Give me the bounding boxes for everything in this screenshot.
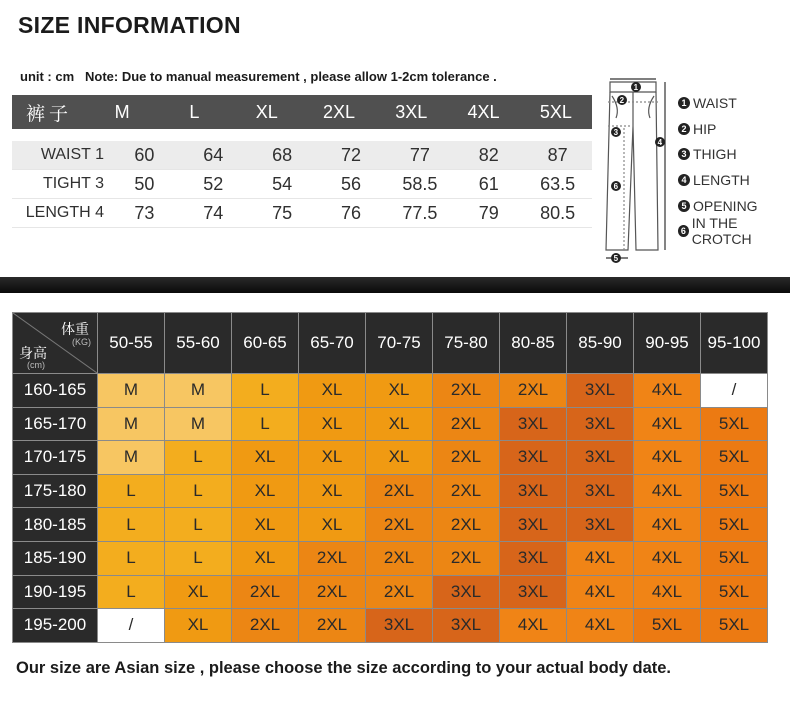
measurement-value: 58.5 [402, 173, 438, 194]
measurement-value: 56 [340, 173, 362, 194]
size-cell: 2XL [232, 575, 299, 609]
weight-header-cell: 80-85 [500, 313, 567, 374]
size-cell: M [165, 407, 232, 441]
measurement-value: 64 [203, 144, 224, 165]
grid-row [13, 541, 768, 575]
size-cell: 2XL [232, 609, 299, 643]
measurement-header-label: 裤子 [25, 103, 72, 125]
size-cell: 4XL [500, 609, 567, 643]
size-cell: L [165, 541, 232, 575]
footer-note: Our size are Asian size , please choose the size according to your actual body date. [16, 659, 672, 677]
weight-header-cell: 75-80 [433, 313, 500, 374]
grid-header-row [13, 313, 768, 374]
weight-header-cell: 95-100 [701, 313, 768, 374]
size-cell: 3XL [500, 407, 567, 441]
size-cell: 2XL [433, 441, 500, 475]
size-cell: L [232, 407, 299, 441]
weight-header-cell: 65-70 [299, 313, 366, 374]
size-cell: 5XL [701, 474, 768, 508]
legend-number-icon: 2 [678, 123, 690, 135]
measurement-row [12, 141, 592, 170]
measurement-row-label: LENGTH 4 [25, 204, 104, 221]
measurement-table [12, 95, 592, 228]
size-cell: 2XL [366, 508, 433, 542]
legend-item [678, 215, 790, 248]
size-cell: 2XL [433, 474, 500, 508]
pants-diagram-icon [598, 78, 676, 268]
size-cell: 2XL [500, 374, 567, 408]
legend-item [678, 90, 790, 116]
measurement-value: 60 [134, 144, 155, 165]
size-cell: XL [299, 407, 366, 441]
svg-text:1: 1 [633, 83, 639, 92]
legend-label: OPENING [693, 197, 758, 214]
size-cell: 4XL [634, 541, 701, 575]
size-cell: XL [232, 541, 299, 575]
measurement-value: 80.5 [540, 202, 576, 223]
size-cell: / [98, 609, 165, 643]
legend-item [678, 116, 790, 142]
size-cell: 5XL [701, 541, 768, 575]
measurement-value: 76 [340, 202, 362, 223]
size-cell: 4XL [634, 474, 701, 508]
page-title: SIZE INFORMATION [18, 12, 241, 38]
measurement-value: 77.5 [402, 202, 438, 223]
size-cell: 3XL [567, 508, 634, 542]
size-cell: XL [299, 474, 366, 508]
measurement-note: unit : cm Note: Due to manual measurement , please allow 1-2cm tolerance . [20, 69, 497, 84]
size-cell: 4XL [634, 441, 701, 475]
svg-text:5: 5 [613, 254, 619, 263]
size-cell: 2XL [299, 541, 366, 575]
size-cell: XL [299, 508, 366, 542]
height-header-cell: 160-165 [13, 374, 98, 408]
weight-header-cell: 85-90 [567, 313, 634, 374]
legend-label: WAIST [693, 94, 737, 111]
size-cell: 2XL [433, 374, 500, 408]
size-cell: 4XL [567, 541, 634, 575]
size-cell: XL [366, 441, 433, 475]
size-cell: 2XL [366, 541, 433, 575]
height-unit: (cm) [27, 360, 45, 370]
size-chart-grid [12, 312, 768, 643]
size-cell: XL [366, 374, 433, 408]
legend-item [678, 141, 790, 167]
weight-unit: (KG) [72, 337, 91, 347]
size-cell: 3XL [500, 541, 567, 575]
size-cell: 2XL [366, 474, 433, 508]
size-cell: 3XL [500, 508, 567, 542]
measurement-size-header: M [114, 101, 130, 122]
grid-row [13, 575, 768, 609]
legend-label: IN THE CROTCH [691, 215, 752, 248]
size-cell: XL [232, 474, 299, 508]
grid-corner-cell [13, 313, 98, 374]
size-cell: 2XL [299, 575, 366, 609]
measurement-value: 72 [340, 144, 362, 165]
grid-row [13, 474, 768, 508]
size-cell: M [98, 441, 165, 475]
svg-text:2: 2 [619, 96, 625, 105]
grid-row [13, 374, 768, 408]
diagram-legend [678, 90, 790, 248]
size-cell: L [98, 474, 165, 508]
grid-row [13, 508, 768, 542]
size-cell: 3XL [433, 609, 500, 643]
measurement-value: 68 [272, 144, 293, 165]
measurement-value: 52 [203, 173, 224, 194]
size-cell: M [98, 374, 165, 408]
grid-row [13, 407, 768, 441]
size-cell: 4XL [634, 575, 701, 609]
size-cell: L [165, 508, 232, 542]
size-cell: L [98, 575, 165, 609]
size-cell: 3XL [567, 374, 634, 408]
size-cell: 4XL [634, 374, 701, 408]
size-cell: L [98, 541, 165, 575]
measurement-header-row [12, 95, 592, 129]
legend-number-icon: 4 [678, 174, 690, 186]
size-cell: M [165, 374, 232, 408]
measurement-value: 82 [478, 144, 499, 165]
size-cell: 4XL [634, 407, 701, 441]
measurement-size-header: 5XL [539, 101, 572, 122]
legend-label: THIGH [693, 146, 737, 163]
weight-header-cell: 70-75 [366, 313, 433, 374]
legend-label: LENGTH [693, 171, 750, 188]
size-cell: XL [165, 609, 232, 643]
legend-number-icon: 3 [678, 148, 690, 160]
measurement-row [12, 199, 592, 228]
measurement-size-header: L [189, 101, 200, 122]
measurement-value: 79 [478, 202, 499, 223]
height-header-cell: 175-180 [13, 474, 98, 508]
size-cell: 2XL [366, 575, 433, 609]
measurement-size-header: 4XL [467, 101, 500, 122]
measurement-size-header: 2XL [322, 101, 355, 122]
weight-header-cell: 50-55 [98, 313, 165, 374]
measurement-size-header: XL [255, 101, 278, 122]
size-cell: L [165, 441, 232, 475]
grid-row [13, 441, 768, 475]
measurement-value: 74 [203, 202, 224, 223]
svg-text:3: 3 [613, 128, 619, 137]
height-label: 身高 [19, 345, 47, 361]
size-cell: XL [232, 508, 299, 542]
size-cell: XL [299, 441, 366, 475]
size-cell: 3XL [500, 441, 567, 475]
size-cell: 5XL [701, 609, 768, 643]
measurement-value: 77 [409, 144, 430, 165]
size-cell: 2XL [299, 609, 366, 643]
measurement-value: 87 [547, 144, 568, 165]
height-header-cell: 170-175 [13, 441, 98, 475]
size-cell: L [232, 374, 299, 408]
size-cell: 4XL [567, 575, 634, 609]
weight-label: 体重 [61, 321, 89, 337]
size-cell: 5XL [634, 609, 701, 643]
size-cell: 3XL [567, 474, 634, 508]
size-cell: XL [232, 441, 299, 475]
measurement-value: 75 [272, 202, 293, 223]
size-cell: 2XL [433, 541, 500, 575]
height-header-cell: 180-185 [13, 508, 98, 542]
measurement-value: 50 [134, 173, 155, 194]
size-cell: 2XL [433, 508, 500, 542]
size-cell: 5XL [701, 575, 768, 609]
section-divider [0, 277, 790, 293]
legend-number-icon: 1 [678, 97, 690, 109]
size-cell: 2XL [433, 407, 500, 441]
height-header-cell: 195-200 [13, 609, 98, 643]
size-cell: L [165, 474, 232, 508]
measurement-row-label: TIGHT 3 [42, 175, 104, 192]
measurement-value: 61 [478, 173, 499, 194]
height-header-cell: 190-195 [13, 575, 98, 609]
size-cell: 3XL [500, 474, 567, 508]
size-cell: 3XL [433, 575, 500, 609]
size-cell: / [701, 374, 768, 408]
size-cell: 5XL [701, 441, 768, 475]
size-cell: 4XL [634, 508, 701, 542]
legend-label: HIP [693, 120, 717, 137]
svg-text:6: 6 [613, 182, 619, 191]
measurement-value: 63.5 [540, 173, 576, 194]
size-cell: 5XL [701, 407, 768, 441]
height-header-cell: 165-170 [13, 407, 98, 441]
legend-number-icon: 6 [678, 225, 689, 237]
height-header-cell: 185-190 [13, 541, 98, 575]
size-cell: XL [366, 407, 433, 441]
size-cell: 3XL [366, 609, 433, 643]
measurement-value: 73 [134, 202, 155, 223]
measurement-value: 54 [272, 173, 293, 194]
measurement-size-header: 3XL [395, 101, 428, 122]
legend-number-icon: 5 [678, 200, 690, 212]
measurement-row-label: WAIST 1 [40, 146, 104, 163]
weight-header-cell: 55-60 [165, 313, 232, 374]
grid-row [13, 609, 768, 643]
size-cell: 3XL [500, 575, 567, 609]
size-cell: M [98, 407, 165, 441]
measurement-row [12, 170, 592, 199]
svg-text:4: 4 [657, 138, 663, 147]
weight-header-cell: 60-65 [232, 313, 299, 374]
size-cell: 3XL [567, 441, 634, 475]
size-cell: 5XL [701, 508, 768, 542]
legend-item [678, 167, 790, 193]
size-cell: L [98, 508, 165, 542]
weight-header-cell: 90-95 [634, 313, 701, 374]
size-cell: 4XL [567, 609, 634, 643]
size-cell: 3XL [567, 407, 634, 441]
size-cell: XL [299, 374, 366, 408]
size-cell: XL [165, 575, 232, 609]
